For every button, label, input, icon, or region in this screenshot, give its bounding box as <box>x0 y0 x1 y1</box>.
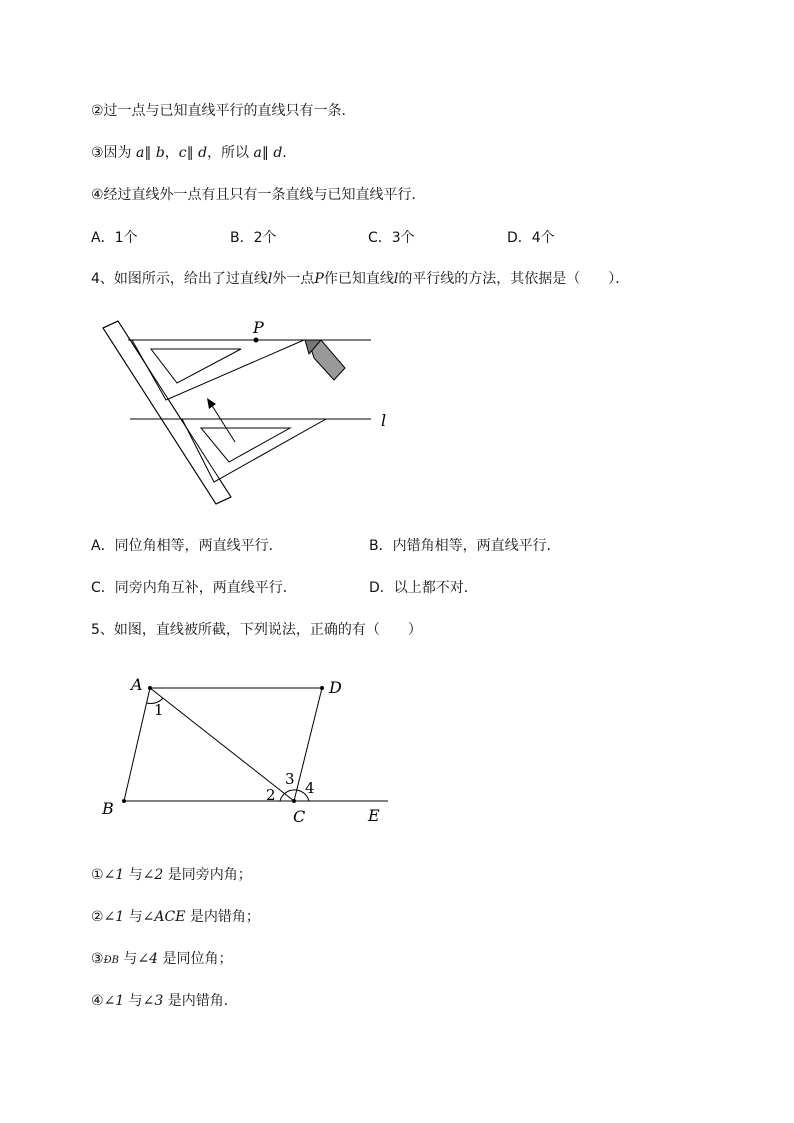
segment-ac <box>150 688 294 801</box>
connector: 与 <box>124 867 143 883</box>
option-d: D．4个 <box>507 230 555 246</box>
statement-q3-4: ④经过直线外一点有且只有一条直线与已知直线平行． <box>91 187 426 203</box>
q5-figure <box>95 670 395 830</box>
var-b: b <box>151 145 165 161</box>
angle-ref: ∠ACE <box>142 909 186 925</box>
q4-figure <box>90 312 400 512</box>
var-a: a <box>136 145 145 161</box>
angle-ref: ∠1 <box>103 993 125 1009</box>
option-a: A．1个 <box>91 230 138 246</box>
q4-stem-part: 外一点 <box>272 271 315 287</box>
label-angle-1: 1 <box>154 701 164 719</box>
option-c: C．3个 <box>368 230 415 246</box>
angle-ref: ∠1 <box>103 909 125 925</box>
statement-text: 是同位角； <box>158 951 233 967</box>
question-5-stem: 5、如图，直线被所截，下列说法，正确的有（ ） <box>91 622 422 638</box>
angle-ref: ∠2 <box>142 867 164 883</box>
parallel-symbol: ∥ <box>261 145 269 161</box>
var-d: d <box>193 145 208 161</box>
q4-option-c: C．同旁内角互补，两直线平行． <box>91 580 297 596</box>
var-d: d <box>268 145 283 161</box>
q5-statement-2 <box>91 906 260 926</box>
statement-q3-3-prefix: ③因为 <box>91 145 137 161</box>
q4-option-d: D．以上都不对． <box>369 580 478 596</box>
point-b <box>122 799 126 803</box>
label-angle-3: 3 <box>285 770 295 788</box>
var-l: l <box>267 271 273 287</box>
angle-ref: ∠4 <box>137 951 159 967</box>
var-a: a <box>253 145 262 161</box>
label-l: l <box>381 411 387 430</box>
label-b: B <box>102 799 114 818</box>
connector: 与 <box>124 993 143 1009</box>
circled-number: ① <box>91 867 104 883</box>
q4-option-b: B．内错角相等，两直线平行． <box>369 538 561 554</box>
label-p: P <box>253 318 264 337</box>
q5-statement-3 <box>91 948 233 968</box>
point-a <box>148 686 152 690</box>
label-d: D <box>329 678 342 697</box>
label-a: A <box>131 675 143 694</box>
parallel-symbol: ∥ <box>186 145 194 161</box>
circled-number: ③ <box>91 951 104 967</box>
segment-ab <box>124 688 150 801</box>
separator: ， <box>164 145 179 161</box>
circled-number: ② <box>91 909 104 925</box>
var-p: P <box>314 271 324 287</box>
statement-text: 是同旁内角； <box>163 867 252 883</box>
label-c: C <box>293 807 306 826</box>
q5-statement-1 <box>91 864 252 884</box>
var-c: c <box>178 145 187 161</box>
label-angle-2: 2 <box>266 786 276 804</box>
statement-q3-3 <box>91 142 287 162</box>
q4-option-a: A．同位角相等，两直线平行． <box>91 538 283 554</box>
q4-stem-part: 作已知直线 <box>323 271 394 287</box>
angle-ref: ∠1 <box>103 867 125 883</box>
point-c <box>292 799 296 803</box>
q4-stem-part: 4、如图所示，给出了过直线 <box>91 271 268 287</box>
question-4-stem <box>91 268 629 288</box>
q5-statement-4 <box>91 990 238 1010</box>
statement-text: 是内错角． <box>163 993 238 1009</box>
angle-ref: ÐB <box>103 955 119 966</box>
circled-number: ④ <box>91 993 104 1009</box>
point-p <box>254 338 259 343</box>
angle-ref: ∠3 <box>142 993 164 1009</box>
label-e: E <box>368 806 380 825</box>
statement-text: 是内错角； <box>185 909 260 925</box>
parallel-symbol: ∥ <box>144 145 152 161</box>
q4-stem-part: 的平行线的方法，其依据是（ ）． <box>398 271 630 287</box>
var-l: l <box>393 271 399 287</box>
connector: 与 <box>124 909 143 925</box>
arrow-head <box>207 398 216 409</box>
option-b: B．2个 <box>230 230 277 246</box>
period: . <box>282 145 287 161</box>
connector: 与 <box>118 951 138 967</box>
statement-q3-2: ②过一点与已知直线平行的直线只有一条． <box>91 103 356 119</box>
so-text: ，所以 <box>207 145 254 161</box>
point-d <box>320 686 324 690</box>
label-angle-4: 4 <box>305 779 315 797</box>
